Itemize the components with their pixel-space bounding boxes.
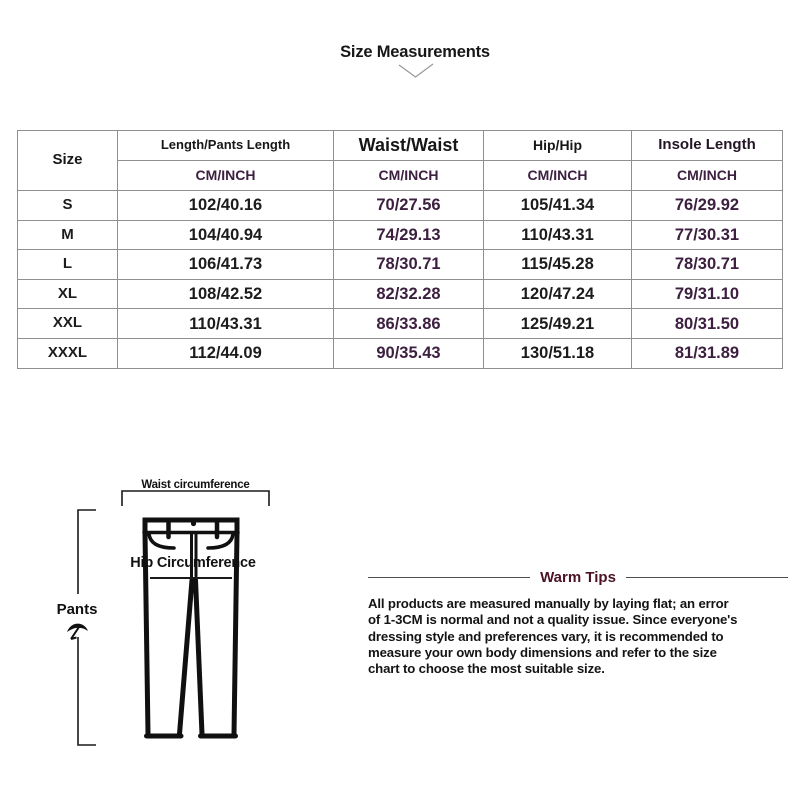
cell-hip: 110/43.31	[484, 220, 632, 250]
size-chart-header	[18, 131, 783, 191]
cell-waist: 90/35.43	[334, 338, 484, 368]
cell-hip: 120/47.24	[484, 279, 632, 309]
table-row	[18, 191, 783, 221]
tip-line: measure your own body dimensions and refer to the size	[368, 644, 717, 660]
cell-length: 106/41.73	[118, 250, 334, 280]
divider-right	[626, 577, 788, 578]
column-header-length: Length/Pants Length	[118, 131, 334, 161]
cell-waist: 78/30.71	[334, 250, 484, 280]
pants-icon	[144, 520, 238, 736]
table-row	[18, 250, 783, 280]
tip-line: dressing style and preferences vary, it is recommended to	[368, 628, 724, 644]
cell-insole: 77/30.31	[632, 220, 783, 250]
unit-header-hip: CM/INCH	[484, 161, 632, 191]
cell-length: 110/43.31	[118, 309, 334, 339]
cell-insole: 76/29.92	[632, 191, 783, 221]
cell-hip: 125/49.21	[484, 309, 632, 339]
cell-waist: 86/33.86	[334, 309, 484, 339]
warm-tips-header	[368, 569, 788, 586]
unit-header-waist: CM/INCH	[334, 161, 484, 191]
divider-left	[368, 577, 530, 578]
cell-waist: 82/32.28	[334, 279, 484, 309]
cell-insole: 78/30.71	[632, 250, 783, 280]
cell-length: 108/42.52	[118, 279, 334, 309]
cell-length: 112/44.09	[118, 338, 334, 368]
table-row	[18, 309, 783, 339]
hip-circumference-label: Hip Circumference	[130, 555, 256, 571]
cell-size: XL	[18, 279, 118, 309]
cell-size: XXXL	[18, 338, 118, 368]
cell-size: XXL	[18, 309, 118, 339]
tip-line: chart to choose the most suitable size.	[368, 661, 605, 677]
cell-insole: 81/31.89	[632, 338, 783, 368]
tip-line: All products are measured manually by laying flat; an error	[368, 596, 729, 611]
table-row	[18, 220, 783, 250]
cell-waist: 70/27.56	[334, 191, 484, 221]
warm-tips-title: Warm Tips	[540, 569, 616, 586]
pants-label: Pants	[56, 601, 98, 618]
cell-insole: 79/31.10	[632, 279, 783, 309]
table-row	[18, 279, 783, 309]
page-title: Size Measurements	[340, 43, 490, 61]
chevron-down-icon	[396, 62, 436, 82]
pants-mark-icon	[67, 624, 88, 639]
cell-hip: 115/45.28	[484, 250, 632, 280]
column-header-size: Size	[18, 131, 118, 191]
cell-insole: 80/31.50	[632, 309, 783, 339]
cell-length: 102/40.16	[118, 191, 334, 221]
cell-size: S	[18, 191, 118, 221]
waist-circumference-label: Waist circumference	[141, 479, 250, 491]
size-chart-table	[17, 130, 783, 369]
table-row	[18, 338, 783, 368]
warm-tips-text	[368, 596, 792, 677]
cell-size: L	[18, 250, 118, 280]
cell-length: 104/40.94	[118, 220, 334, 250]
cell-hip: 105/41.34	[484, 191, 632, 221]
waist-bracket	[122, 491, 269, 506]
unit-header-length: CM/INCH	[118, 161, 334, 191]
column-header-insole: Insole Length	[632, 131, 783, 161]
unit-header-insole: CM/INCH	[632, 161, 783, 191]
column-header-waist: Waist/Waist	[334, 131, 484, 161]
tip-line: of 1-3CM is normal and not a quality issue. Since everyone's	[368, 612, 738, 628]
cell-size: M	[18, 220, 118, 250]
cell-hip: 130/51.18	[484, 338, 632, 368]
cell-waist: 74/29.13	[334, 220, 484, 250]
size-chart-body	[18, 191, 783, 369]
column-header-hip: Hip/Hip	[484, 131, 632, 161]
